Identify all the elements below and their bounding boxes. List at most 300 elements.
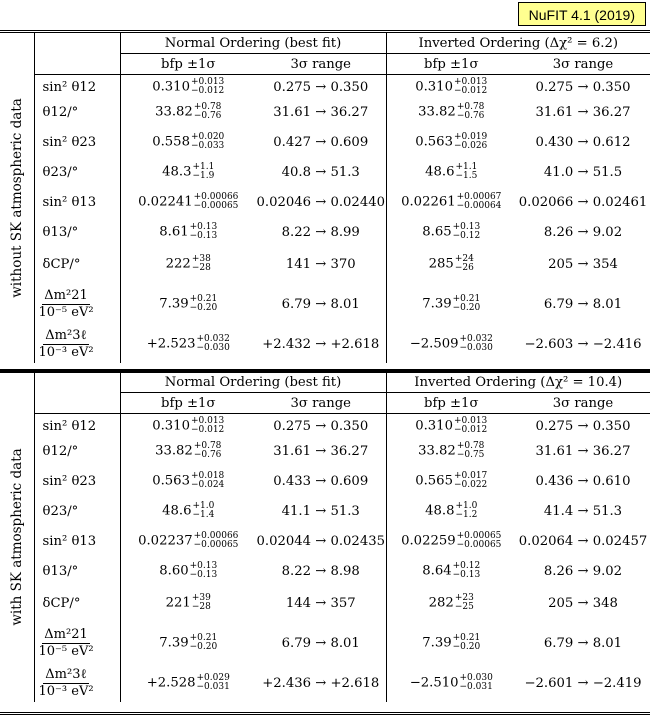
normal-bfp-cell-value: 0.02237 xyxy=(138,533,193,549)
parameter-fraction-denominator: 10⁻³ eV² xyxy=(38,683,94,699)
normal-bfp-cell-upper: +1.1 xyxy=(192,162,215,172)
normal-range-cell: 40.8 → 51.3 xyxy=(256,159,386,185)
inverted-range-cell: 205 → 348 xyxy=(548,595,618,611)
normal-bfp-cell-value: +2.523 xyxy=(146,336,196,352)
header-inverted-ordering: Inverted Ordering (Δχ² = 6.2) xyxy=(386,33,650,54)
parameter-label xyxy=(34,99,120,125)
normal-bfp-cell xyxy=(120,283,256,325)
table-row xyxy=(0,584,650,622)
inverted-range-cell: 0.275 → 0.350 xyxy=(535,418,631,434)
header-row-ordering xyxy=(0,372,650,393)
normal-bfp-cell-value: 0.02241 xyxy=(138,194,193,210)
inverted-bfp-cell-value: 7.39 xyxy=(422,296,452,312)
normal-bfp-cell xyxy=(120,185,256,219)
normal-bfp-cell-uncertainty xyxy=(191,78,224,96)
inverted-bfp-cell xyxy=(386,622,516,664)
inverted-bfp-cell-upper: +0.13 xyxy=(452,222,481,232)
normal-bfp-cell-value: 8.61 xyxy=(159,224,189,240)
inverted-bfp-cell xyxy=(386,414,516,439)
normal-bfp-cell-value: 0.563 xyxy=(152,473,190,489)
column-range-normal: 3σ range xyxy=(256,393,386,414)
parameter-fraction-numerator: Δm²21 xyxy=(44,287,88,303)
normal-bfp-cell-lower: −0.012 xyxy=(190,425,225,435)
normal-bfp-cell-upper: +0.13 xyxy=(189,222,218,232)
normal-range-cell: 41.1 → 51.3 xyxy=(256,498,386,524)
parameter-label xyxy=(34,75,120,100)
normal-bfp-cell-value: 221 xyxy=(165,595,191,611)
normal-bfp-cell-uncertainty xyxy=(190,634,218,652)
parameter-fraction-denominator: 10⁻⁵ eV² xyxy=(38,643,94,659)
table-row xyxy=(0,464,650,498)
inverted-range-cell: 0.430 → 0.612 xyxy=(535,134,631,150)
normal-bfp-cell-lower: −0.20 xyxy=(189,642,218,652)
inverted-bfp-cell-lower: −0.012 xyxy=(453,425,488,435)
inverted-bfp-cell-uncertainty xyxy=(457,532,502,550)
table-row xyxy=(0,325,650,363)
normal-bfp-cell-upper: +0.78 xyxy=(193,102,222,112)
header-normal-ordering: Normal Ordering (best fit) xyxy=(120,33,386,54)
table-row xyxy=(0,498,650,524)
parameter-name: θ12/° xyxy=(42,104,79,120)
table-row xyxy=(0,664,650,702)
table-block-without-sk xyxy=(0,33,650,363)
inverted-bfp-cell-lower: −0.20 xyxy=(452,303,481,313)
inverted-range-cell: 31.61 → 36.27 xyxy=(535,104,631,120)
normal-bfp-cell-uncertainty xyxy=(193,502,215,520)
inverted-bfp-cell-lower: −0.00065 xyxy=(456,540,502,550)
header-blank-cell xyxy=(34,372,120,414)
normal-bfp-cell-value: 48.3 xyxy=(162,164,192,180)
normal-bfp-cell xyxy=(120,664,256,702)
normal-range-cell: 0.433 → 0.609 xyxy=(256,464,386,498)
normal-bfp-cell-uncertainty xyxy=(194,193,239,211)
inverted-bfp-cell xyxy=(386,125,516,159)
inverted-bfp-cell-lower: −0.76 xyxy=(456,111,485,121)
normal-range-cell: 0.427 → 0.609 xyxy=(256,125,386,159)
normal-bfp-cell-lower: −28 xyxy=(191,602,211,612)
normal-bfp-cell xyxy=(120,99,256,125)
inverted-bfp-cell-value: −2.509 xyxy=(409,336,459,352)
table-row xyxy=(0,524,650,558)
inverted-bfp-cell-lower: −0.031 xyxy=(459,682,493,692)
parameter-name: sin² θ13 xyxy=(42,533,97,549)
inverted-bfp-cell xyxy=(386,245,516,283)
inverted-bfp-cell xyxy=(386,99,516,125)
table-row xyxy=(0,75,650,100)
normal-bfp-cell-uncertainty xyxy=(191,133,224,151)
normal-bfp-cell-lower: −28 xyxy=(191,263,211,273)
normal-range-cell: 0.275 → 0.350 xyxy=(256,414,386,439)
inverted-bfp-cell-upper: +0.00065 xyxy=(456,531,502,541)
inverted-bfp-cell-value: 7.39 xyxy=(422,635,452,651)
normal-bfp-cell-uncertainty xyxy=(194,532,239,550)
inverted-bfp-cell xyxy=(386,325,516,363)
normal-bfp-cell-upper: +0.013 xyxy=(190,416,225,426)
parameter-name: θ12/° xyxy=(42,443,79,459)
normal-bfp-cell-lower: −0.00065 xyxy=(193,540,239,550)
inverted-bfp-cell-value: 48.6 xyxy=(425,164,455,180)
parameter-name: sin² θ23 xyxy=(42,134,97,150)
table-row xyxy=(0,558,650,584)
inverted-bfp-cell-lower: −1.2 xyxy=(455,510,478,520)
inverted-bfp-cell-uncertainty xyxy=(457,442,485,460)
inverted-bfp-cell-value: 0.02259 xyxy=(401,533,456,549)
inverted-bfp-cell xyxy=(386,464,516,498)
parameter-name: sin² θ12 xyxy=(42,79,97,95)
inverted-bfp-cell xyxy=(386,498,516,524)
normal-bfp-cell-lower: −0.00065 xyxy=(193,201,239,211)
inverted-range-cell: 8.26 → 9.02 xyxy=(543,224,623,240)
inverted-bfp-cell-uncertainty xyxy=(454,417,487,435)
inverted-range-cell: −2.603 → −2.416 xyxy=(524,336,642,352)
table-row xyxy=(0,414,650,439)
parameter-label xyxy=(34,185,120,219)
normal-bfp-cell-uncertainty xyxy=(192,255,211,273)
inverted-bfp-cell-uncertainty xyxy=(454,78,487,96)
inverted-bfp-cell-lower: −25 xyxy=(454,602,474,612)
header-blank-cell xyxy=(34,33,120,75)
normal-bfp-cell-lower: −0.031 xyxy=(196,682,230,692)
column-bfp-normal: bfp ±1σ xyxy=(120,54,256,75)
parameter-fraction xyxy=(39,667,94,700)
normal-bfp-cell-value: 0.558 xyxy=(152,134,190,150)
inverted-bfp-cell xyxy=(386,219,516,245)
normal-bfp-cell xyxy=(120,584,256,622)
parameter-label xyxy=(34,325,120,363)
parameter-name: θ13/° xyxy=(42,224,79,240)
normal-bfp-cell-uncertainty xyxy=(191,417,224,435)
parameter-label xyxy=(34,558,120,584)
inverted-bfp-cell-value: 0.310 xyxy=(415,79,453,95)
inverted-range-cell: 8.26 → 9.02 xyxy=(543,563,623,579)
inverted-bfp-cell-lower: −0.13 xyxy=(452,570,481,580)
parameter-name: θ23/° xyxy=(42,503,79,519)
inverted-bfp-cell-upper: +24 xyxy=(454,254,474,264)
normal-bfp-cell-value: 33.82 xyxy=(155,443,193,459)
parameter-fraction xyxy=(39,328,94,361)
normal-bfp-cell-value: 48.6 xyxy=(162,503,192,519)
inverted-bfp-cell-value: 0.310 xyxy=(415,418,453,434)
normal-bfp-cell xyxy=(120,325,256,363)
normal-bfp-cell-lower: −1.9 xyxy=(192,171,215,181)
normal-bfp-cell-uncertainty xyxy=(192,594,211,612)
column-bfp-normal: bfp ±1σ xyxy=(120,393,256,414)
normal-bfp-cell-value: 7.39 xyxy=(159,296,189,312)
inverted-bfp-cell-uncertainty xyxy=(456,163,478,181)
inverted-range-cell: 31.61 → 36.27 xyxy=(535,443,631,459)
table-row xyxy=(0,99,650,125)
inverted-bfp-cell-upper: +0.013 xyxy=(453,77,488,87)
inverted-bfp-cell-lower: −0.75 xyxy=(456,450,485,460)
normal-bfp-cell-value: 33.82 xyxy=(155,104,193,120)
table-row xyxy=(0,245,650,283)
inverted-bfp-cell xyxy=(386,75,516,100)
normal-range-cell: 0.02046 → 0.02440 xyxy=(256,185,386,219)
normal-bfp-cell-upper: +0.020 xyxy=(190,132,225,142)
normal-range-cell: 6.79 → 8.01 xyxy=(256,283,386,325)
table-row xyxy=(0,622,650,664)
normal-bfp-cell-lower: −0.012 xyxy=(190,86,225,96)
inverted-bfp-cell-uncertainty xyxy=(460,674,493,692)
inverted-bfp-cell-uncertainty xyxy=(455,594,474,612)
table-row xyxy=(0,125,650,159)
inverted-bfp-cell xyxy=(386,185,516,219)
inverted-bfp-cell xyxy=(386,524,516,558)
inverted-bfp-cell-value: 48.8 xyxy=(425,503,455,519)
parameter-fraction xyxy=(39,627,94,660)
side-label-cell xyxy=(0,372,34,702)
normal-bfp-cell-lower: −0.76 xyxy=(193,111,222,121)
inverted-bfp-cell-value: 8.64 xyxy=(422,563,452,579)
table-row xyxy=(0,219,650,245)
inverted-range-cell: 41.4 → 51.3 xyxy=(543,503,623,519)
inverted-bfp-cell-upper: +0.78 xyxy=(456,102,485,112)
parameter-label xyxy=(34,245,120,283)
table-row xyxy=(0,185,650,219)
inverted-bfp-cell-uncertainty xyxy=(456,502,478,520)
normal-bfp-cell xyxy=(120,524,256,558)
inverted-bfp-cell-upper: +0.78 xyxy=(456,441,485,451)
inverted-bfp-cell-upper: +0.030 xyxy=(459,673,493,683)
normal-range-cell: 8.22 → 8.99 xyxy=(256,219,386,245)
inverted-bfp-cell-upper: +0.21 xyxy=(452,294,481,304)
inverted-bfp-cell-upper: +1.0 xyxy=(455,501,478,511)
inverted-bfp-cell-value: −2.510 xyxy=(409,675,459,691)
parameter-label xyxy=(34,438,120,464)
normal-bfp-cell-upper: +39 xyxy=(191,593,211,603)
inverted-bfp-cell-value: 0.563 xyxy=(415,134,453,150)
normal-range-cell: 31.61 → 36.27 xyxy=(256,99,386,125)
parameter-fraction-denominator: 10⁻³ eV² xyxy=(38,344,94,360)
normal-bfp-cell xyxy=(120,245,256,283)
normal-bfp-cell xyxy=(120,159,256,185)
inverted-bfp-cell-upper: +23 xyxy=(454,593,474,603)
parameter-label xyxy=(34,159,120,185)
normal-bfp-cell-upper: +0.032 xyxy=(196,334,230,344)
inverted-range-cell: 205 → 354 xyxy=(548,256,618,272)
inverted-range-cell: 0.436 → 0.610 xyxy=(535,473,631,489)
inverted-bfp-cell-uncertainty xyxy=(457,103,485,121)
inverted-bfp-cell-uncertainty xyxy=(453,562,481,580)
normal-bfp-cell-lower: −0.13 xyxy=(189,570,218,580)
inverted-bfp-cell-uncertainty xyxy=(453,295,481,313)
inverted-range-cell: 41.0 → 51.5 xyxy=(543,164,623,180)
inverted-bfp-cell-upper: +0.013 xyxy=(453,416,488,426)
inverted-range-cell: 0.02064 → 0.02457 xyxy=(518,533,648,549)
inverted-bfp-cell-lower: −0.20 xyxy=(452,642,481,652)
inverted-bfp-cell-uncertainty xyxy=(455,255,474,273)
parameter-name: θ23/° xyxy=(42,164,79,180)
inverted-bfp-cell-uncertainty xyxy=(454,133,487,151)
normal-bfp-cell-value: 8.60 xyxy=(159,563,189,579)
side-label: with SK atmospheric data xyxy=(9,448,25,626)
normal-range-cell: 0.275 → 0.350 xyxy=(256,75,386,100)
inverted-bfp-cell-value: 0.565 xyxy=(415,473,453,489)
header-inverted-ordering: Inverted Ordering (Δχ² = 10.4) xyxy=(386,372,650,393)
inverted-bfp-cell-upper: +0.032 xyxy=(459,334,493,344)
normal-bfp-cell-uncertainty xyxy=(193,163,215,181)
inverted-bfp-cell-value: 33.82 xyxy=(418,443,456,459)
inverted-bfp-cell-lower: −0.022 xyxy=(453,480,488,490)
normal-bfp-cell-lower: −0.030 xyxy=(196,343,230,353)
normal-range-cell: 8.22 → 8.98 xyxy=(256,558,386,584)
inverted-bfp-cell xyxy=(386,558,516,584)
parameter-name: sin² θ23 xyxy=(42,473,97,489)
inverted-bfp-cell-value: 282 xyxy=(428,595,454,611)
column-range-inverted: 3σ range xyxy=(516,54,650,75)
parameter-label xyxy=(34,414,120,439)
normal-range-cell: 0.02044 → 0.02435 xyxy=(256,524,386,558)
inverted-bfp-cell-upper: +0.12 xyxy=(452,561,481,571)
parameter-label xyxy=(34,622,120,664)
normal-bfp-cell xyxy=(120,438,256,464)
table-row xyxy=(0,159,650,185)
normal-bfp-cell-lower: −0.024 xyxy=(190,480,225,490)
normal-bfp-cell xyxy=(120,125,256,159)
normal-bfp-cell xyxy=(120,558,256,584)
normal-bfp-cell-upper: +0.00066 xyxy=(193,192,239,202)
normal-bfp-cell-upper: +0.029 xyxy=(196,673,230,683)
normal-bfp-cell-value: 7.39 xyxy=(159,635,189,651)
parameter-label xyxy=(34,524,120,558)
inverted-range-cell: 0.275 → 0.350 xyxy=(535,79,631,95)
nufit-version-badge: NuFIT 4.1 (2019) xyxy=(518,2,646,26)
table-row xyxy=(0,283,650,325)
normal-range-cell: 144 → 357 xyxy=(256,584,386,622)
column-bfp-inverted: bfp ±1σ xyxy=(386,393,516,414)
normal-bfp-cell-lower: −0.20 xyxy=(189,303,218,313)
inverted-bfp-cell-lower: −0.12 xyxy=(452,231,481,241)
inverted-bfp-cell xyxy=(386,664,516,702)
inverted-bfp-cell-lower: −26 xyxy=(454,263,474,273)
inverted-bfp-cell-lower: −0.012 xyxy=(453,86,488,96)
normal-bfp-cell-value: 222 xyxy=(165,256,191,272)
normal-range-cell: +2.436 → +2.618 xyxy=(256,664,386,702)
side-label-cell xyxy=(0,33,34,363)
inverted-bfp-cell xyxy=(386,584,516,622)
parameter-label xyxy=(34,584,120,622)
parameter-label xyxy=(34,664,120,702)
normal-bfp-cell-uncertainty xyxy=(194,103,222,121)
normal-bfp-cell-upper: +0.013 xyxy=(190,77,225,87)
inverted-bfp-cell-value: 285 xyxy=(428,256,454,272)
parameter-label xyxy=(34,464,120,498)
inverted-bfp-cell-upper: +1.1 xyxy=(455,162,478,172)
normal-bfp-cell-lower: −0.13 xyxy=(189,231,218,241)
inverted-bfp-cell-upper: +0.019 xyxy=(453,132,488,142)
inverted-range-cell: 6.79 → 8.01 xyxy=(543,635,623,651)
inverted-bfp-cell-uncertainty xyxy=(460,335,493,353)
normal-bfp-cell-upper: +0.78 xyxy=(193,441,222,451)
normal-bfp-cell xyxy=(120,414,256,439)
normal-bfp-cell xyxy=(120,622,256,664)
normal-range-cell: 6.79 → 8.01 xyxy=(256,622,386,664)
column-range-inverted: 3σ range xyxy=(516,393,650,414)
normal-bfp-cell-upper: +38 xyxy=(191,254,211,264)
normal-bfp-cell-lower: −0.033 xyxy=(190,141,225,151)
normal-bfp-cell xyxy=(120,464,256,498)
normal-bfp-cell-upper: +0.018 xyxy=(190,471,225,481)
parameter-label xyxy=(34,125,120,159)
parameter-name: sin² θ12 xyxy=(42,418,97,434)
normal-bfp-cell xyxy=(120,498,256,524)
normal-bfp-cell-upper: +0.21 xyxy=(189,633,218,643)
inverted-bfp-cell-lower: −0.00064 xyxy=(456,201,502,211)
normal-bfp-cell-uncertainty xyxy=(190,223,218,241)
normal-bfp-cell-uncertainty xyxy=(190,295,218,313)
header-normal-ordering: Normal Ordering (best fit) xyxy=(120,372,386,393)
parameter-name: θ13/° xyxy=(42,563,79,579)
normal-bfp-cell-value: 0.310 xyxy=(152,418,190,434)
inverted-bfp-cell-lower: −0.026 xyxy=(453,141,488,151)
normal-bfp-cell-uncertainty xyxy=(194,442,222,460)
normal-bfp-cell-value: 0.310 xyxy=(152,79,190,95)
inverted-bfp-cell xyxy=(386,283,516,325)
inverted-bfp-cell-value: 33.82 xyxy=(418,104,456,120)
inverted-bfp-cell-value: 0.02261 xyxy=(401,194,456,210)
inverted-bfp-cell-upper: +0.00067 xyxy=(456,192,502,202)
normal-bfp-cell-lower: −1.4 xyxy=(192,510,215,520)
header-row-ordering xyxy=(0,33,650,54)
normal-range-cell: +2.432 → +2.618 xyxy=(256,325,386,363)
normal-bfp-cell-uncertainty xyxy=(190,562,218,580)
table-row xyxy=(0,438,650,464)
parameter-fraction xyxy=(39,288,94,321)
inverted-bfp-cell-uncertainty xyxy=(453,223,481,241)
parameter-table xyxy=(0,372,650,702)
parameter-label xyxy=(34,283,120,325)
normal-bfp-cell xyxy=(120,219,256,245)
inverted-bfp-cell-uncertainty xyxy=(454,472,487,490)
table-block-with-sk xyxy=(0,372,650,702)
parameter-label xyxy=(34,219,120,245)
inverted-bfp-cell-uncertainty xyxy=(457,193,502,211)
inverted-bfp-cell-lower: −1.5 xyxy=(455,171,478,181)
parameter-table xyxy=(0,33,650,363)
parameter-fraction-numerator: Δm²3ℓ xyxy=(45,666,87,682)
parameter-name: sin² θ13 xyxy=(42,194,97,210)
normal-bfp-cell-uncertainty xyxy=(197,335,230,353)
normal-bfp-cell-uncertainty xyxy=(197,674,230,692)
parameter-fraction-denominator: 10⁻⁵ eV² xyxy=(38,304,94,320)
inverted-bfp-cell xyxy=(386,159,516,185)
parameter-name: δCP/° xyxy=(42,256,81,272)
inverted-bfp-cell-value: 8.65 xyxy=(422,224,452,240)
normal-range-cell: 141 → 370 xyxy=(256,245,386,283)
normal-bfp-cell-upper: +0.00066 xyxy=(193,531,239,541)
parameter-fraction-numerator: Δm²21 xyxy=(44,626,88,642)
normal-bfp-cell-value: +2.528 xyxy=(146,675,196,691)
parameter-name: δCP/° xyxy=(42,595,81,611)
side-label-wrap xyxy=(0,373,34,701)
normal-bfp-cell-lower: −0.76 xyxy=(193,450,222,460)
side-label: without SK atmospheric data xyxy=(9,98,25,298)
parameter-fraction-numerator: Δm²3ℓ xyxy=(45,327,87,343)
parameter-label xyxy=(34,498,120,524)
normal-bfp-cell-upper: +0.13 xyxy=(189,561,218,571)
inverted-bfp-cell-upper: +0.21 xyxy=(452,633,481,643)
normal-range-cell: 31.61 → 36.27 xyxy=(256,438,386,464)
normal-bfp-cell xyxy=(120,75,256,100)
inverted-bfp-cell-lower: −0.030 xyxy=(459,343,493,353)
column-bfp-inverted: bfp ±1σ xyxy=(386,54,516,75)
inverted-range-cell: 6.79 → 8.01 xyxy=(543,296,623,312)
inverted-range-cell: −2.601 → −2.419 xyxy=(524,675,642,691)
side-label-wrap xyxy=(0,34,34,362)
inverted-bfp-cell xyxy=(386,438,516,464)
inverted-bfp-cell-uncertainty xyxy=(453,634,481,652)
normal-bfp-cell-uncertainty xyxy=(191,472,224,490)
